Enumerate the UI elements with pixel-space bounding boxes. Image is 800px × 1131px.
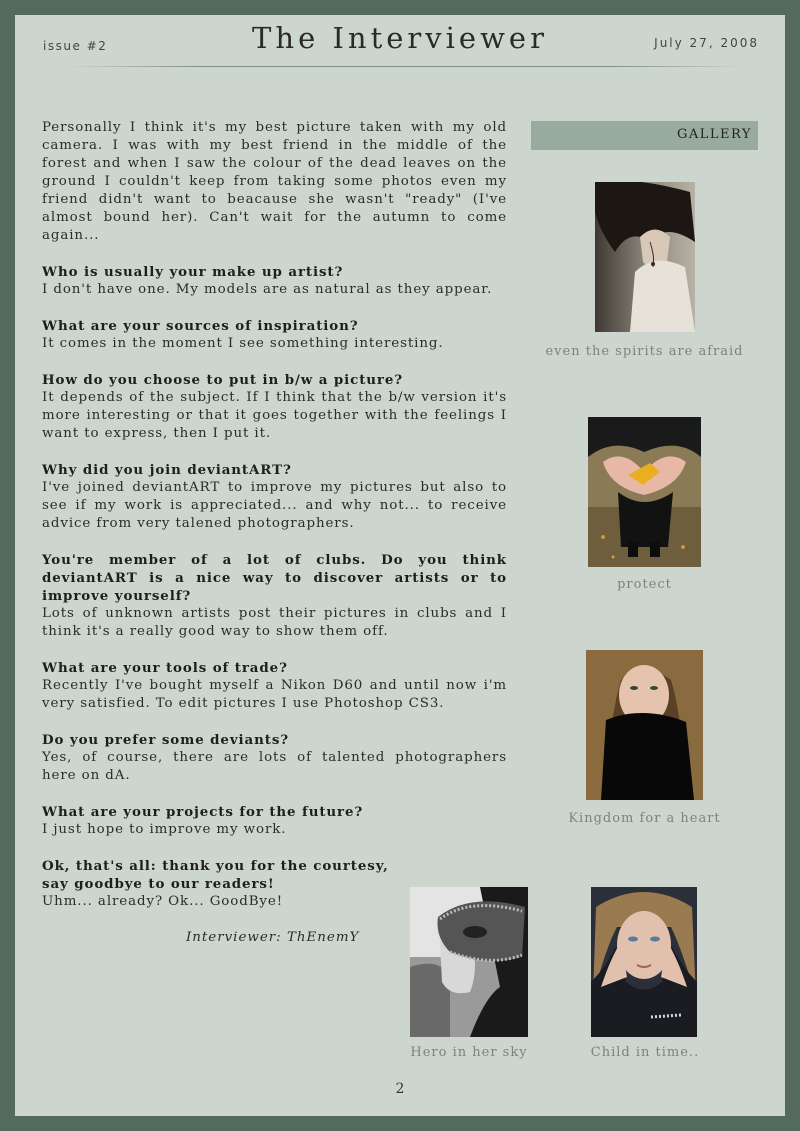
intro-paragraph: Personally I think it's my best picture taken with my old camera. I was with my best friend in the middle of the forest and when I saw the colour of the dead leaves on the ground I couldn't keep from taking some photos even my friend didn't want to beacause she wasn't "ready" (I've almost bound her). Can't wait for the autumn to come again... (42, 120, 507, 243)
question: What are your sources of inspiration? (42, 318, 359, 334)
magazine-page (15, 15, 785, 1116)
answer: I don't have one. My models are as natural as they appear. (42, 282, 493, 297)
answer: It depends of the subject. If I think that the b/w version it's more interesting or that it goes together with the feelings I want to express, then I put it. (42, 390, 507, 441)
qa-block (42, 263, 507, 299)
portrait-image (595, 182, 695, 332)
portrait-image (591, 887, 697, 1037)
answer: Uhm... already? Ok... GoodBye! (42, 894, 284, 909)
qa-block (42, 659, 507, 713)
gallery-caption: protect (617, 577, 672, 592)
gallery-thumbnail[interactable] (586, 650, 703, 800)
qa-block (42, 857, 402, 911)
interviewer-credit: Interviewer: ThEnemY (186, 930, 360, 945)
question: What are your projects for the future? (42, 804, 364, 820)
magazine-title: The Interviewer (252, 21, 548, 55)
question: Ok, that's all: thank you for the courtesy, say goodbye to our readers! (42, 858, 389, 892)
question: Who is usually your make up artist? (42, 264, 344, 280)
question: Do you prefer some deviants? (42, 732, 290, 748)
gallery-label: GALLERY (677, 127, 752, 142)
gallery-header (531, 121, 758, 150)
answer: It comes in the moment I see something interesting. (42, 336, 444, 351)
question: What are your tools of trade? (42, 660, 288, 676)
question: How do you choose to put in b/w a picture? (42, 372, 404, 388)
answer: Lots of unknown artists post their pictures in clubs and I think it's a really good way to show them off. (42, 606, 507, 639)
answer: Yes, of course, there are lots of talented photographers here on dA. (42, 750, 507, 783)
qa-block (42, 371, 507, 443)
answer: Recently I've bought myself a Nikon D60 and until now i'm very satisfied. To edit pictures I use Photoshop CS3. (42, 678, 507, 711)
gallery-caption: Child in time.. (590, 1045, 700, 1060)
masked-portrait-image (410, 887, 528, 1037)
qa-block (42, 317, 507, 353)
header-divider (65, 66, 745, 67)
gallery-caption: Hero in her sky (410, 1045, 528, 1060)
gallery-thumbnail[interactable] (410, 887, 528, 1037)
page-number: 2 (395, 1081, 405, 1097)
portrait-image (586, 650, 703, 800)
question: Why did you join deviantART? (42, 462, 292, 478)
answer: I've joined deviantART to improve my pictures but also to see if my work is appreciated... and why not... to receive advice from very talened photographers. (42, 480, 507, 531)
qa-block (42, 461, 507, 533)
gallery-thumbnail[interactable] (595, 182, 695, 332)
gallery-thumbnail[interactable] (591, 887, 697, 1037)
gallery-caption: Kingdom for a heart (568, 811, 721, 826)
answer: I just hope to improve my work. (42, 822, 287, 837)
gallery-thumbnail[interactable] (588, 417, 701, 567)
question: You're member of a lot of clubs. Do you think deviantART is a nice way to discover artists or to improve yourself? (42, 552, 507, 604)
issue-label: issue #2 (43, 39, 108, 53)
hands-leaf-image (588, 417, 701, 567)
qa-block (42, 731, 507, 785)
interview-article (42, 119, 507, 929)
gallery-caption: even the spirits are afraid (545, 344, 744, 359)
issue-date: July 27, 2008 (654, 36, 759, 50)
qa-block (42, 551, 507, 641)
qa-block (42, 803, 507, 839)
